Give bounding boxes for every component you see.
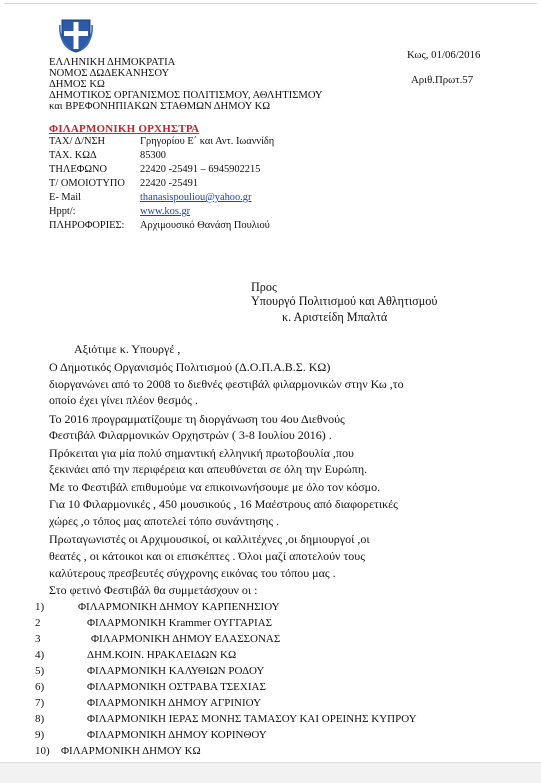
list-item-name: ΦΙΛΑΡΜΟΝΙΚΗ ΚΑΛΥΘΙΩΝ ΡΟΔΟΥ [87,665,265,677]
list-item-name: ΦΙΛΑΡΜΟΝΙΚΗ ΟΣΤΡΑΒΑ ΤΣΕΧΙΑΣ [87,681,266,693]
contact-label: Τ/ ΟΜΟΙΟΤΥΠΟ [49,178,125,189]
protocol-number: Αριθ.Πρωτ.57 [411,74,474,86]
list-item-name: ΔΗΜ.ΚΟΙΝ. ΗΡΑΚΛΕΙΔΩΝ ΚΩ [87,649,237,661]
contact-value: 22420 -25491 – 6945902215 [140,164,261,175]
body-line: Πρωταγωνιστές οι Αρχιμουσικοί, οι καλλιτέχνες ,οι δημιουργοί ,οι [49,532,370,546]
body-line: χώρες ,ο τόπος μας αποτελεί τόπο συνάντησης . [49,514,280,528]
recipient-to: Προς [251,280,277,294]
body-line: Φεστιβάλ Φιλαρμονικών Ορχηστρών ( 3-8 Ιουλίου 2016) . [49,428,332,442]
contact-label: ΠΛΗΡΟΦΟΡΙΕΣ: [49,220,125,231]
list-item-number: 10) [35,745,50,757]
body-line: καλύτερους πρεσβευτές σύγχρονης εικόνας του τόπου μας . [49,566,336,580]
list-item-number: 4) [35,649,45,661]
body-line: διοργανώνει από το 2008 το διεθνές φεστιβάλ φιλαρμονικών στην Κω ,το [49,377,404,391]
body-line: Ο Δημοτικός Οργανισμός Πολιτισμού (Δ.Ο.Π.Α.Β.Σ. ΚΩ) [49,360,331,374]
body-line: ξεκινάει από την περιφέρεια και απευθύνεται σε όλη την Ευρώπη. [49,462,368,476]
body-line: Το 2016 προγραμματίζουμε τη διοργάνωση του 4ου Διεθνούς [49,412,345,426]
salutation: Αξιότιμε κ. Υπουργέ , [74,342,181,356]
list-item-number: 8) [35,713,45,725]
list-item-number: 6) [35,681,45,693]
list-item-number: 2 [35,617,41,629]
list-item-name: ΦΙΛΑΡΜΟΝΙΚΗ ΔΗΜΟΥ ΑΓΡΙΝΙΟΥ [87,697,262,709]
email-link[interactable]: thanasispouliou@yahoo.gr [140,192,252,203]
list-item-name: ΦΙΛΑΡΜΟΝΙΚΗ ΙΕΡΑΣ ΜΟΝΗΣ ΤΑΜΑΣΟΥ ΚΑΙ ΟΡΕΙΝΗΣ ΚΥΠΡΟΥ [87,713,417,725]
body-line: οποίο έχει γίνει πλέον θεσμός . [49,393,198,407]
orchestra-title: ΦΙΛΑΡΜΟΝΙΚΗ ΟΡΧΗΣΤΡΑ [49,123,200,135]
website-link[interactable]: www.kos.gr [140,206,191,217]
page-border [4,3,537,4]
header-organization-2: και ΒΡΕΦΟΝΗΠΙΑΚΩΝ ΣΤΑΘΜΩΝ ΔΗΜΟΥ ΚΩ [49,101,271,112]
recipient-title: Υπουργό Πολιτισμού και Αθλητισμού [251,294,438,308]
list-item-number: 1) [35,601,45,613]
body-line: θεατές , οι κάτοικοι και οι επισκέπτες . Όλοι μαζί αποτελούν τους [49,549,365,563]
page-footer-strip [0,762,541,783]
list-item-name: ΦΙΛΑΡΜΟΝΙΚΗ ΔΗΜΟΥ ΕΛΑΣΣΟΝΑΣ [91,633,281,645]
header-organization: ΔΗΜΟΤΙΚΟΣ ΟΡΓΑΝΙΣΜΟΣ ΠΟΛΙΤΙΣΜΟΥ, ΑΘΛΗΤΙΣΜΟΥ [49,90,323,101]
greek-emblem-icon [59,17,93,53]
contact-label: ΤΑΧ/ Δ/ΝΣΗ [49,136,106,147]
recipient-name: κ. Αριστείδη Μπαλτά [282,310,388,324]
contact-value: 85300 [140,150,166,161]
header-prefecture: ΝΟΜΟΣ ΔΩΔΕΚΑΝΗΣΟΥ [49,68,170,79]
list-item-number: 7) [35,697,45,709]
list-item-number: 9) [35,729,45,741]
contact-label: Hppt/: [49,206,76,217]
contact-value: Αρχιμουσικό Θανάση Πουλιού [140,220,270,231]
contact-label: E- Mail [49,192,82,203]
header-municipality: ΔΗΜΟΣ ΚΩ [49,79,105,90]
list-item-name: ΦΙΛΑΡΜΟΝΙΚΗ Krammer ΟΥΓΓΑΡΙΑΣ [87,617,273,629]
list-item-number: 3 [35,633,41,645]
body-line: Με το Φεστιβάλ επιθυμούμε να επικοινωνήσουμε με όλο τον κόσμο. [49,480,381,494]
letter-date: Κως, 01/06/2016 [407,49,481,61]
contact-value: 22420 -25491 [140,178,199,189]
contact-label: ΤΑΧ. ΚΩΔ [49,150,97,161]
contact-label: ΤΗΛΕΦΩΝΟ [49,164,108,175]
list-item-name: ΦΙΛΑΡΜΟΝΙΚΗ ΔΗΜΟΥ ΚΩ [61,745,201,757]
list-item-name: ΦΙΛΑΡΜΟΝΙΚΗ ΔΗΜΟΥ ΚΑΡΠΕΝΗΣΙΟΥ [78,601,280,613]
body-line: Πρόκειται για μία πολύ σημαντική ελληνική πρωτοβουλία ,που [49,446,354,460]
body-line: Στο φετινό Φεστιβάλ θα συμμετάσχουν οι : [49,583,258,597]
list-item-name: ΦΙΛΑΡΜΟΝΙΚΗ ΔΗΜΟΥ ΚΟΡΙΝΘΟΥ [87,729,267,741]
contact-value: Γρηγορίου Ε΄ και Αντ. Ιωαννίδη [140,136,275,147]
list-item-number: 5) [35,665,45,677]
body-line: Για 10 Φιλαρμονικές , 450 μουσικούς , 16 Μαέστρους από διαφορετικές [49,497,398,511]
header-country: ΕΛΛΗΝΙΚΗ ΔΗΜΟΚΡΑΤΙΑ [49,57,176,68]
